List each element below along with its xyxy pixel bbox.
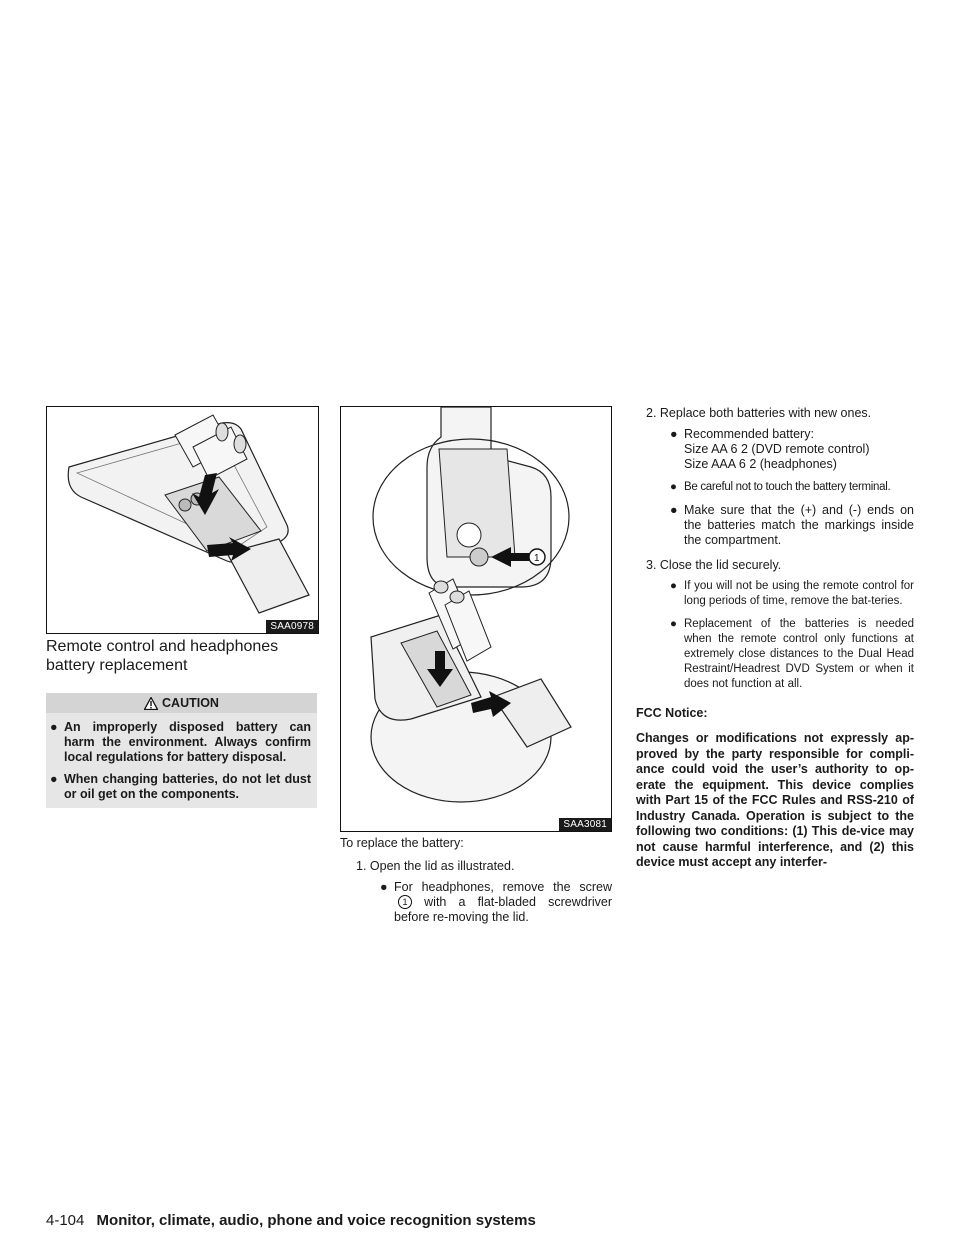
remote-battery-illustration	[47, 407, 318, 633]
section-heading: Remote control and headphones battery replacement	[46, 638, 279, 674]
warning-triangle-icon	[144, 697, 158, 710]
caution-item: ● An improperly disposed battery can harm the environment. Always confirm local regulations for battery disposal.	[50, 720, 311, 764]
middle-column: To replace the battery: 1. Open the lid as illustrated. ● For headphones, remove the screw 1 with a flat-bladed screwdriver before re-moving the lid.	[340, 836, 612, 924]
caution-item: ● When changing batteries, do not let dust or oil get on the components.	[50, 772, 311, 801]
step3-bullet: ● If you will not be using the remote control for long periods of time, remove the bat-teries.	[670, 580, 914, 607]
figure-remote-battery	[46, 406, 319, 634]
page-footer	[46, 1212, 536, 1229]
callout-number: 1	[398, 895, 412, 909]
fcc-text: Changes or modifications not expressly ap-proved by the party responsible for compli-ance could void the user’s authority to op-erate the equipment. This device complies with Part 15 of the FCC Rules and RSS-210 of Industry Canada. Operation is subject to the following two conditions: (1) This de-vice may not cause harmful interference, and (2) this device must accept any interfer-	[636, 731, 914, 869]
caution-box	[46, 693, 317, 808]
right-column: 2. Replace both batteries with new ones. ● Recommended battery: Size AA 6 2 (DVD remote control) Size AAA 6 2 (headphones) ● Be careful not to touch the battery terminal. ● Make sure that the (+) and (-) ends on the batteries match the markings inside the compartment. 3. Close the lid securely. ● If you will not be using the remote control for long periods of time, remove the bat-teries. ● Replacement of the batteries is needed when the remote control only functions at extremely close distances to the Dual Head Restraint/Headrest DVD System or when it does not function at all. FCC Notice: Changes or modifications not expressly ap-proved by the party responsible for compli-ance could void the user’s authority to op-erate the equipment. This device complies with Part 15 of the FCC Rules and RSS-210 of Industry Canada. Operation is subject to the following two conditions: (1) This de-vice may not cause harmful interference, and (2) this device must accept any interfer-	[636, 406, 914, 869]
step3-bullet: ● Replacement of the batteries is needed when the remote control only functions at extremely close distances to the Dual Head Restraint/Headrest DVD System or when it does not function at all.	[670, 618, 914, 690]
headphone-battery-illustration	[341, 407, 611, 831]
page-number: 4-104	[46, 1212, 85, 1229]
caution-header: CAUTION	[46, 693, 317, 713]
fcc-title: FCC Notice:	[636, 706, 708, 720]
left-column	[46, 637, 317, 808]
svg-text:1: 1	[534, 553, 540, 564]
step2-bullet: ● Recommended battery: Size AA 6 2 (DVD remote control) Size AAA 6 2 (headphones)	[670, 427, 870, 471]
chapter-title: Monitor, climate, audio, phone and voice recognition systems	[96, 1212, 536, 1229]
figure-code: SAA3081	[559, 818, 611, 831]
figure-headphone-battery	[340, 406, 612, 832]
figure-code: SAA0978	[266, 620, 318, 633]
step1-bullet: ● For headphones, remove the screw 1 with a flat-bladed screwdriver before re-moving the lid.	[380, 880, 612, 924]
step2-bullet: ● Make sure that the (+) and (-) ends on the batteries match the markings inside the compartment.	[670, 503, 914, 547]
step2-bullet: ● Be careful not to touch the battery terminal.	[670, 481, 891, 493]
